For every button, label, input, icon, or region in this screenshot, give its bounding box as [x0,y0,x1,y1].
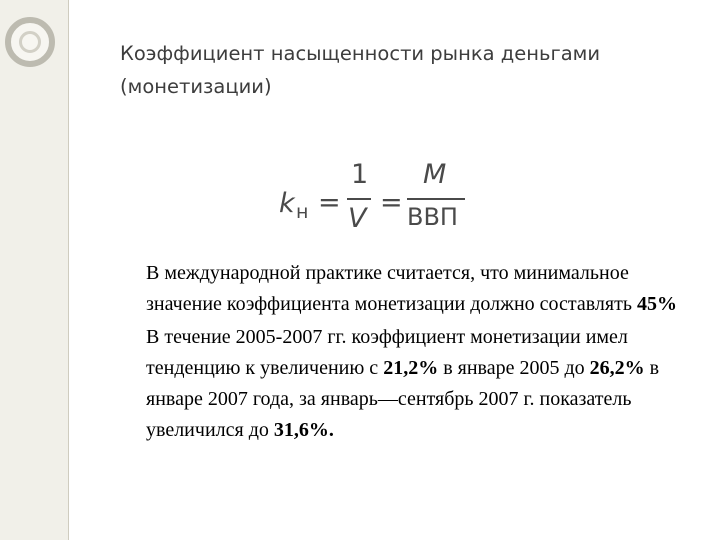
formula-subscript: н [296,201,309,223]
formula-fraction1-numerator: 1 [351,159,369,190]
paragraph-2-text-1: В течение 2005-2007 гг. коэффициент монетизации имел тенденцию к увеличению с [146,326,628,379]
formula-fraction2-bar [407,198,465,200]
paragraph-1-value: 45% [636,293,677,315]
slide-title: Коэффициент насыщенности рынка деньгами (монетизации) [120,42,601,98]
formula-equals-1: = [318,187,341,218]
sidebar-divider [68,0,69,540]
formula-fraction2-denominator: ВВП [407,203,458,231]
paragraph-2-text-2: в январе 2005 до [438,357,590,379]
body-text [146,258,691,446]
formula-equals-2: = [380,187,403,218]
paragraph-2-text-3: в январе 2007 года, за январь—сентябрь 2007 г. показатель увеличился до [146,357,660,441]
formula-fraction1-denominator: V [348,203,367,234]
paragraph-2-value-2: 26,2% [589,357,645,379]
paragraph-1-text: В международной практике считается, что минимальное значение коэффициента монетизации должно составлять [146,262,637,315]
sidebar-band [0,0,68,540]
ring-inner-decoration-icon [19,31,41,53]
monetization-formula [279,160,469,240]
formula-fraction2-numerator: M [423,159,447,190]
paragraph-2-value-3: 31,6%. [273,419,334,441]
paragraph-2 [146,322,691,446]
formula-fraction1-bar [347,198,371,200]
paragraph-2-value-1: 21,2% [383,357,439,379]
formula-k-symbol: k [279,188,295,219]
paragraph-1 [146,258,691,320]
